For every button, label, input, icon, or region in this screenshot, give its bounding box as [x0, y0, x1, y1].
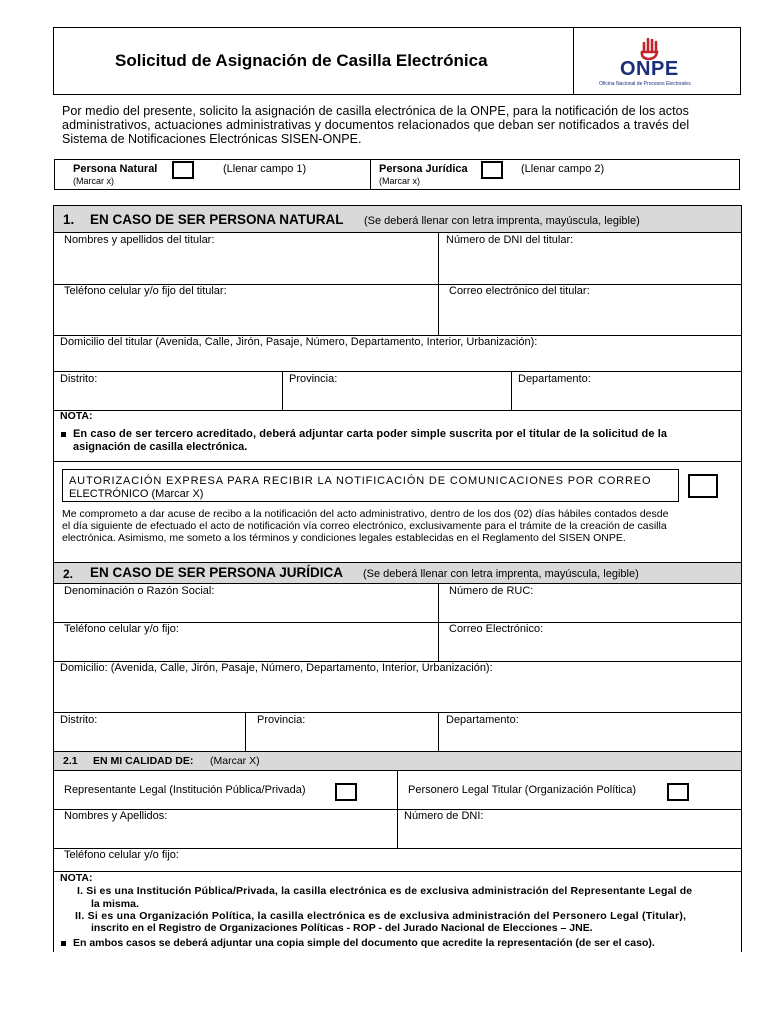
s1-row-line-4 [54, 410, 741, 411]
s2-nota-i-line-2: la misma. [91, 898, 139, 910]
s2-department-field[interactable]: Departamento: [446, 714, 519, 726]
persona-juridica-label: Persona Jurídica [379, 163, 468, 175]
section-2-title: EN CASO DE SER PERSONA JURÍDICA [90, 565, 344, 580]
s2-address-field[interactable]: Domicilio: (Avenida, Calle, Jirón, Pasaje, Número, Departamento, Interior, Urbanización): [60, 662, 493, 674]
s1-nota-line-2: asignación de casilla electrónica. [73, 441, 248, 453]
s2-phone-field[interactable]: Teléfono celular y/o fijo: [64, 623, 179, 635]
s1-nota-line-1: En caso de ser tercero acreditado, deberá adjuntar carta poder simple suscrita por el titular de la solicitud de la [73, 428, 668, 440]
auth-line-2: ELECTRÓNICO (Marcar X) [69, 488, 204, 500]
s2-dni-field[interactable]: Número de DNI: [404, 810, 484, 822]
s1-row-line-5 [54, 461, 741, 462]
s2-row-line-3 [54, 712, 741, 713]
rep-legal-label: Representante Legal (Institución Pública/Privada) [64, 784, 306, 796]
section-1-number: 1. [63, 212, 75, 227]
rep-legal-checkbox[interactable] [335, 783, 357, 801]
onpe-logo [596, 34, 711, 90]
subsection-2-1-number: 2.1 [63, 755, 78, 767]
s1-department-field[interactable]: Departamento: [518, 373, 591, 385]
persona-natural-label: Persona Natural [73, 163, 158, 175]
s2-email-field[interactable]: Correo Electrónico: [449, 623, 544, 635]
personero-label: Personero Legal Titular (Organización Política) [408, 784, 637, 796]
s1-province-field[interactable]: Provincia: [289, 373, 338, 385]
s2-col-divider-3 [438, 712, 439, 751]
header-divider [573, 27, 574, 95]
s2-col-divider-2 [245, 712, 246, 751]
s1-col-divider-2 [282, 371, 283, 410]
s1-row-line-3 [54, 371, 741, 372]
s2-district-field[interactable]: Distrito: [60, 714, 98, 726]
s2-nota-ii-line-2: inscrito en el Registro de Organizaciones Políticas - ROP - del Jurado Nacional de Elecciones – JNE. [91, 922, 593, 934]
persona-natural-checkbox[interactable] [172, 161, 194, 179]
s2-row-line-5 [54, 871, 741, 872]
s2-company-field[interactable]: Denominación o Razón Social: [64, 585, 215, 597]
onpe-logo-text: ONPE [620, 58, 679, 80]
persona-natural-hint: (Llenar campo 1) [223, 163, 307, 175]
commit-line-3: electrónica. Asimismo, me someto a los términos y condiciones legales establecidas en el Reglamento del SISEN ONPE. [62, 532, 626, 544]
commit-line-1: Me comprometo a dar acuse de recibo a la notificación del acto administrativo, dentro de los dos (02) días hábiles contados desde [62, 508, 669, 520]
persona-juridica-mark-hint: (Marcar x) [379, 176, 420, 186]
s2-nota-i-line-1: I. Si es una Institución Pública/Privada, la casilla electrónica es de exclusiva administración del Representante Legal de [77, 885, 693, 897]
s2-nota-label: NOTA: [60, 872, 93, 884]
s1-names-field[interactable]: Nombres y apellidos del titular: [64, 234, 215, 246]
s2-ruc-field[interactable]: Número de RUC: [449, 585, 534, 597]
s2-province-field[interactable]: Provincia: [257, 714, 306, 726]
s1-dni-field[interactable]: Número de DNI del titular: [446, 234, 574, 246]
intro-line-2: administrativos, actuaciones administrativas y documentos relacionados que deban ser notificados a través del [62, 118, 690, 132]
s1-phone-field[interactable]: Teléfono celular y/o fijo del titular: [64, 285, 227, 297]
s2-nota-both: En ambos casos se deberá adjuntar una copia simple del documento que acredite la representación (de ser el caso). [73, 937, 655, 949]
intro-line-3: Sistema de Notificaciones Electrónicas SISEN-ONPE. [62, 132, 362, 146]
s1-email-field[interactable]: Correo electrónico del titular: [449, 285, 590, 297]
onpe-logo-subtext: Oficina Nacional de Procesos Electorales [599, 81, 691, 87]
s2-nota-bullet [61, 941, 66, 946]
auth-line-1: AUTORIZACIÓN EXPRESA PARA RECIBIR LA NOTIFICACIÓN DE COMUNICACIONES POR CORREO [69, 475, 652, 487]
persona-juridica-hint: (Llenar campo 2) [521, 163, 605, 175]
section-1-note: (Se deberá llenar con letra imprenta, mayúscula, legible) [364, 215, 640, 227]
subsection-2-1-hint: (Marcar X) [210, 755, 260, 767]
intro-line-1: Por medio del presente, solicito la asignación de casilla electrónica de la ONPE, para la notificación de los actos [62, 104, 689, 118]
commit-line-2: el día siguiente de efectuado el acto de notificación vía correo electrónico, exclusivamente para el trámite de la creación de casilla [62, 520, 667, 532]
s2-phone2-field[interactable]: Teléfono celular y/o fijo: [64, 849, 179, 861]
s1-district-field[interactable]: Distrito: [60, 373, 98, 385]
section-2-note: (Se deberá llenar con letra imprenta, mayúscula, legible) [363, 568, 639, 580]
auth-checkbox[interactable] [688, 474, 718, 498]
s1-address-field[interactable]: Domicilio del titular (Avenida, Calle, Jirón, Pasaje, Número, Departamento, Interior, Urbanización): [60, 336, 538, 348]
form-title: Solicitud de Asignación de Casilla Electrónica [115, 51, 488, 70]
s1-col-divider-3 [511, 371, 512, 410]
section-1-title: EN CASO DE SER PERSONA NATURAL [90, 212, 344, 227]
s2-names-field[interactable]: Nombres y Apellidos: [64, 810, 168, 822]
subsection-2-1-title: EN MI CALIDAD DE: [93, 755, 194, 767]
s1-nota-label: NOTA: [60, 410, 93, 422]
s2-nota-ii-line-1: II. Si es una Organización Política, la casilla electrónica es de exclusiva administración del Personero Legal (Titular), [75, 910, 687, 922]
s1-nota-bullet [61, 432, 66, 437]
personero-checkbox[interactable] [667, 783, 689, 801]
section-2-number: 2. [63, 567, 74, 581]
person-type-divider [370, 159, 371, 190]
persona-juridica-checkbox[interactable] [481, 161, 503, 179]
persona-natural-mark-hint: (Marcar x) [73, 176, 114, 186]
